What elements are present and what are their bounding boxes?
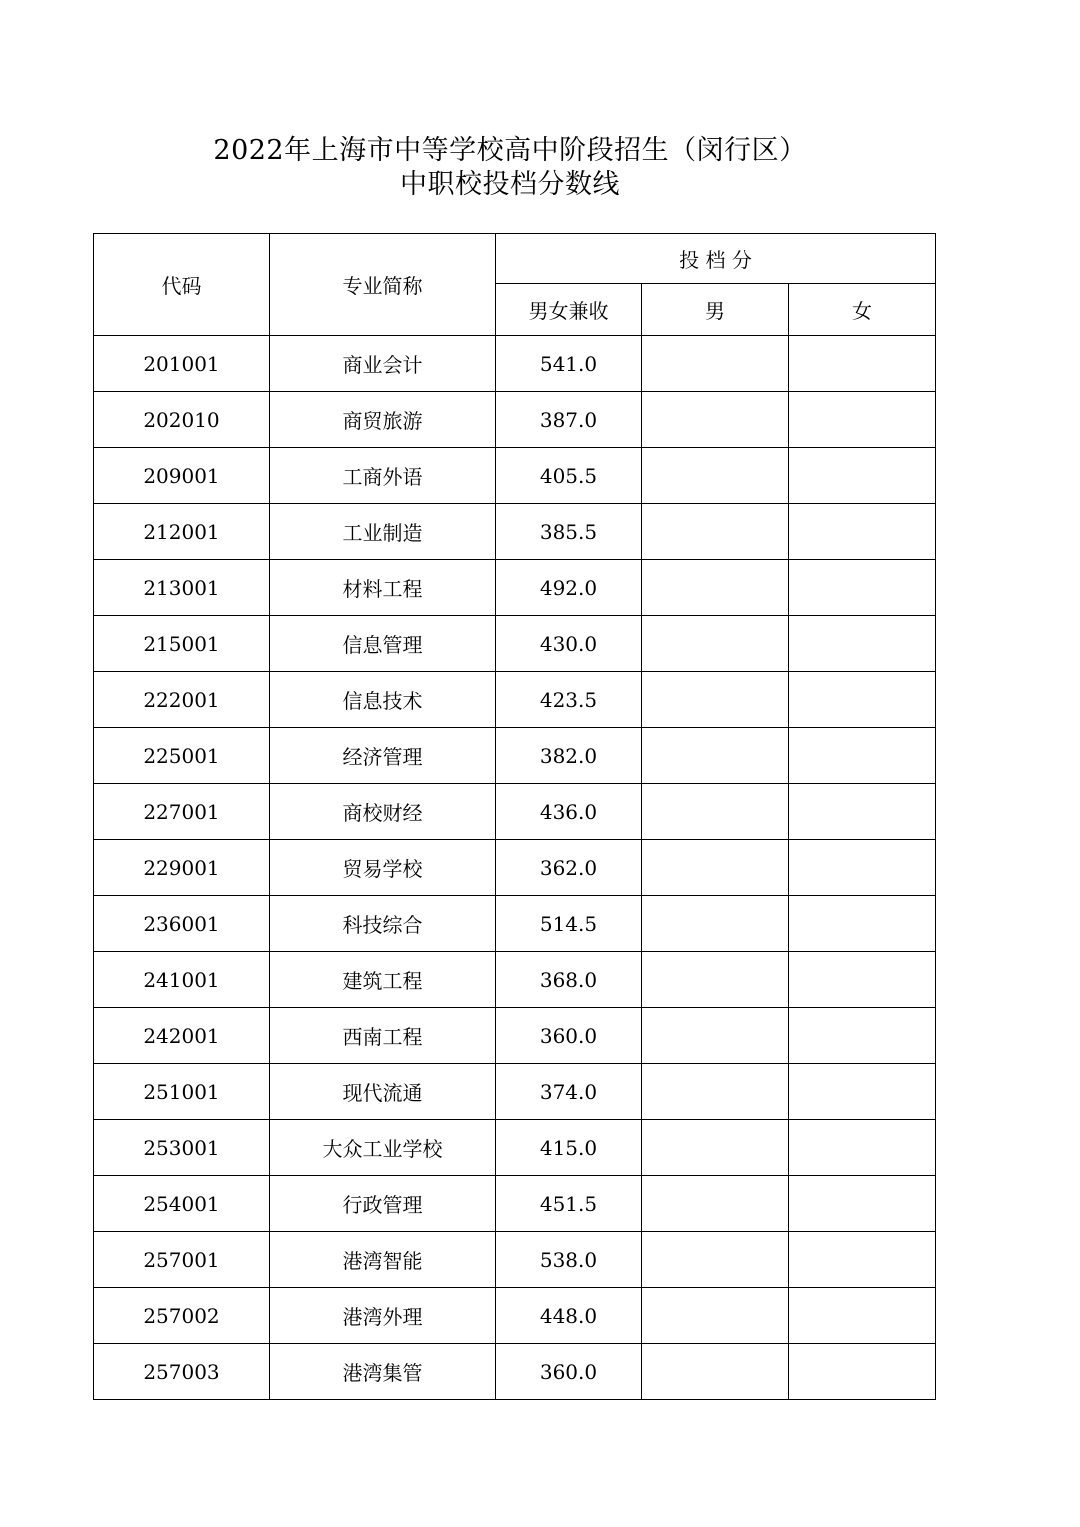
- table-row: [94, 336, 936, 392]
- cell-score-male: [642, 672, 789, 728]
- cell-score-male: [642, 504, 789, 560]
- admission-score-table: [93, 233, 936, 1400]
- cell-score-female: [789, 1288, 936, 1344]
- table-row: [94, 448, 936, 504]
- cell-score-female: [789, 504, 936, 560]
- cell-score-both: 415.0: [496, 1120, 642, 1176]
- header-score-group: 投 档 分: [496, 234, 936, 284]
- cell-major: 商校财经: [270, 784, 496, 840]
- cell-major: 工商外语: [270, 448, 496, 504]
- cell-score-male: [642, 1008, 789, 1064]
- table-row: [94, 784, 936, 840]
- cell-score-female: [789, 1176, 936, 1232]
- cell-score-female: [789, 1120, 936, 1176]
- cell-score-both: 492.0: [496, 560, 642, 616]
- cell-score-female: [789, 1232, 936, 1288]
- table-row: [94, 560, 936, 616]
- cell-score-female: [789, 560, 936, 616]
- cell-score-both: 448.0: [496, 1288, 642, 1344]
- cell-score-both: 541.0: [496, 336, 642, 392]
- cell-score-female: [789, 952, 936, 1008]
- cell-major: 科技综合: [270, 896, 496, 952]
- table-row: [94, 1176, 936, 1232]
- cell-score-female: [789, 616, 936, 672]
- cell-score-male: [642, 1176, 789, 1232]
- header-both: 男女兼收: [496, 284, 642, 336]
- cell-score-both: 514.5: [496, 896, 642, 952]
- cell-major: 港湾外理: [270, 1288, 496, 1344]
- cell-score-male: [642, 952, 789, 1008]
- cell-score-male: [642, 896, 789, 952]
- cell-score-female: [789, 392, 936, 448]
- cell-code: 257001: [94, 1232, 270, 1288]
- header-male: 男: [642, 284, 789, 336]
- cell-major: 西南工程: [270, 1008, 496, 1064]
- page-subtitle: 中职校投档分数线: [400, 169, 620, 200]
- table-row: [94, 1120, 936, 1176]
- cell-major: 行政管理: [270, 1176, 496, 1232]
- table-row: [94, 952, 936, 1008]
- cell-code: 242001: [94, 1008, 270, 1064]
- cell-major: 贸易学校: [270, 840, 496, 896]
- cell-score-both: 430.0: [496, 616, 642, 672]
- cell-major: 信息技术: [270, 672, 496, 728]
- cell-score-male: [642, 560, 789, 616]
- cell-major: 商业会计: [270, 336, 496, 392]
- cell-score-female: [789, 784, 936, 840]
- cell-code: 209001: [94, 448, 270, 504]
- cell-code: 212001: [94, 504, 270, 560]
- table-row: [94, 672, 936, 728]
- cell-score-male: [642, 392, 789, 448]
- cell-score-both: 385.5: [496, 504, 642, 560]
- cell-score-female: [789, 840, 936, 896]
- cell-major: 现代流通: [270, 1064, 496, 1120]
- cell-major: 港湾智能: [270, 1232, 496, 1288]
- cell-major: 材料工程: [270, 560, 496, 616]
- cell-score-both: 405.5: [496, 448, 642, 504]
- cell-score-female: [789, 448, 936, 504]
- cell-score-female: [789, 1344, 936, 1400]
- table-row: [94, 1288, 936, 1344]
- table-row: [94, 1232, 936, 1288]
- cell-major: 信息管理: [270, 616, 496, 672]
- cell-score-both: 538.0: [496, 1232, 642, 1288]
- cell-major: 工业制造: [270, 504, 496, 560]
- cell-score-both: 360.0: [496, 1008, 642, 1064]
- header-major: 专业简称: [270, 234, 496, 336]
- cell-major: 经济管理: [270, 728, 496, 784]
- cell-score-female: [789, 896, 936, 952]
- cell-score-male: [642, 336, 789, 392]
- cell-score-male: [642, 784, 789, 840]
- cell-score-both: 436.0: [496, 784, 642, 840]
- cell-code: 201001: [94, 336, 270, 392]
- cell-score-female: [789, 336, 936, 392]
- cell-score-male: [642, 840, 789, 896]
- cell-score-female: [789, 1008, 936, 1064]
- table-row: [94, 504, 936, 560]
- table-row: [94, 1344, 936, 1400]
- cell-code: 236001: [94, 896, 270, 952]
- cell-score-male: [642, 1120, 789, 1176]
- cell-score-both: 382.0: [496, 728, 642, 784]
- cell-score-both: 451.5: [496, 1176, 642, 1232]
- cell-code: 257002: [94, 1288, 270, 1344]
- cell-code: 251001: [94, 1064, 270, 1120]
- cell-score-male: [642, 1064, 789, 1120]
- cell-score-male: [642, 1288, 789, 1344]
- table-row: [94, 728, 936, 784]
- cell-major: 商贸旅游: [270, 392, 496, 448]
- cell-score-both: 368.0: [496, 952, 642, 1008]
- cell-code: 257003: [94, 1344, 270, 1400]
- table-row: [94, 1008, 936, 1064]
- cell-score-both: 360.0: [496, 1344, 642, 1400]
- cell-major: 建筑工程: [270, 952, 496, 1008]
- cell-score-female: [789, 1064, 936, 1120]
- cell-score-both: 423.5: [496, 672, 642, 728]
- table-row: [94, 840, 936, 896]
- cell-score-male: [642, 1232, 789, 1288]
- cell-score-both: 374.0: [496, 1064, 642, 1120]
- header-code: 代码: [94, 234, 270, 336]
- cell-score-male: [642, 616, 789, 672]
- page-title: 2022年上海市中等学校高中阶段招生（闵行区）: [213, 135, 807, 166]
- cell-score-both: 362.0: [496, 840, 642, 896]
- table-header-row: [94, 234, 936, 284]
- cell-code: 253001: [94, 1120, 270, 1176]
- cell-score-male: [642, 1344, 789, 1400]
- cell-code: 222001: [94, 672, 270, 728]
- cell-code: 254001: [94, 1176, 270, 1232]
- header-female: 女: [789, 284, 936, 336]
- cell-code: 213001: [94, 560, 270, 616]
- cell-score-female: [789, 672, 936, 728]
- cell-code: 225001: [94, 728, 270, 784]
- cell-code: 202010: [94, 392, 270, 448]
- cell-code: 227001: [94, 784, 270, 840]
- cell-major: 港湾集管: [270, 1344, 496, 1400]
- table-row: [94, 392, 936, 448]
- cell-score-both: 387.0: [496, 392, 642, 448]
- table-row: [94, 616, 936, 672]
- table-row: [94, 896, 936, 952]
- table-row: [94, 1064, 936, 1120]
- cell-score-male: [642, 448, 789, 504]
- cell-major: 大众工业学校: [270, 1120, 496, 1176]
- cell-score-male: [642, 728, 789, 784]
- cell-code: 241001: [94, 952, 270, 1008]
- cell-code: 229001: [94, 840, 270, 896]
- cell-code: 215001: [94, 616, 270, 672]
- cell-score-female: [789, 728, 936, 784]
